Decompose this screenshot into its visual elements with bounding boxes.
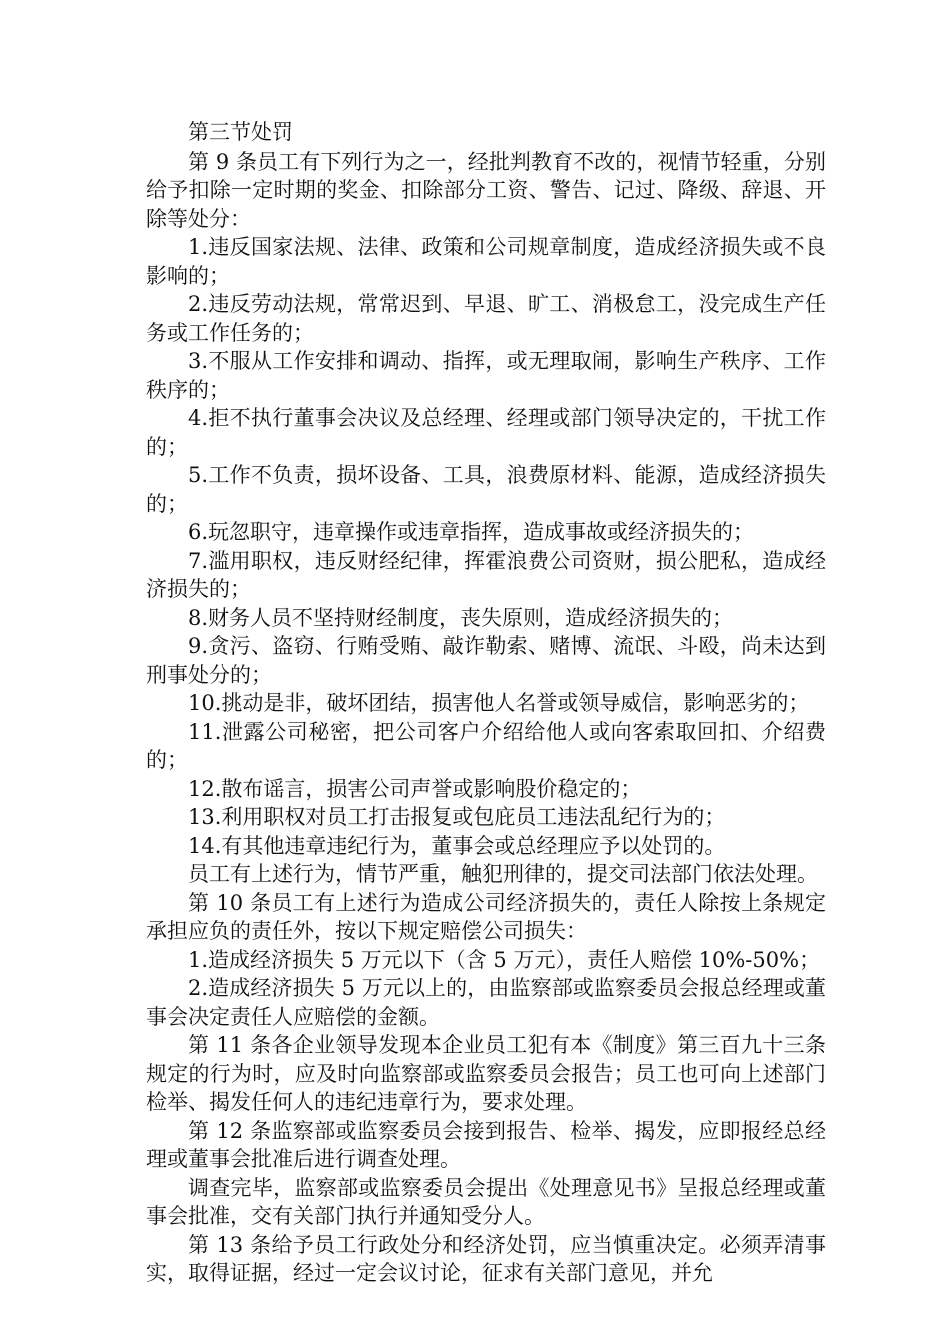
list-item: 11.泄露公司秘密，把公司客户介绍给他人或向客索取回扣、介绍费的； bbox=[146, 719, 826, 772]
paragraph: 员工有上述行为，情节严重，触犯刑律的，提交司法部门依法处理。 bbox=[188, 862, 818, 886]
list-item: 2.造成经济损失 5 万元以上的，由监察部或监察委员会报总经理或董事会决定责任人应赔偿的金额。 bbox=[146, 976, 826, 1029]
section-heading: 第三节处罚 bbox=[188, 120, 293, 144]
article-13: 第 13 条给予员工行政处分和经济处罚，应当慎重决定。必须弄清事实，取得证据，经过一定会议讨论，征求有关部门意见，并允 bbox=[146, 1232, 826, 1285]
list-item: 8.财务人员不坚持财经制度，丧失原则，造成经济损失的； bbox=[188, 605, 734, 630]
article-12: 第 12 条监察部或监察委员会接到报告、检举、揭发，应即报经总经理或董事会批准后进行调查处理。 bbox=[146, 1118, 826, 1171]
paragraph: 调查完毕，监察部或监察委员会提出《处理意见书》呈报总经理或董事会批准，交有关部门执行并通知受分人。 bbox=[146, 1175, 826, 1228]
list-item: 7.滥用职权，违反财经纪律，挥霍浪费公司资财，损公肥私，造成经济损失的； bbox=[146, 548, 826, 601]
list-item: 14.有其他违章违纪行为，董事会或总经理应予以处罚的。 bbox=[188, 833, 726, 858]
list-item: 2.违反劳动法规，常常迟到、早退、旷工、消极怠工，没完成生产任务或工作任务的； bbox=[146, 292, 826, 345]
list-item: 12.散布谣言，损害公司声誉或影响股价稳定的； bbox=[188, 776, 642, 801]
list-item: 10.挑动是非，破坏团结，损害他人名誉或领导威信，影响恶劣的； bbox=[188, 691, 810, 715]
list-item: 5.工作不负责，损坏设备、工具，浪费原材料、能源，造成经济损失的； bbox=[146, 463, 826, 516]
document-page bbox=[146, 118, 826, 1288]
list-item: 13.利用职权对员工打击报复或包庇员工违法乱纪行为的； bbox=[188, 805, 726, 829]
article-11: 第 11 条各企业领导发现本企业员工犯有本《制度》第三百九十三条规定的行为时，应及时向监察部或监察委员会报告；员工也可向上述部门检举、揭发任何人的违纪违章行为，要求处理。 bbox=[146, 1033, 826, 1114]
article-10: 第 10 条员工有上述行为造成公司经济损失的，责任人除按上条规定承担应负的责任外，按以下规定赔偿公司损失： bbox=[146, 890, 826, 943]
article-9: 第 9 条员工有下列行为之一，经批判教育不改的，视情节轻重，分别给予扣除一定时期的奖金、扣除部分工资、警告、记过、降级、辞退、开除等处分： bbox=[146, 149, 826, 231]
list-item: 6.玩忽职守，违章操作或违章指挥，造成事故或经济损失的； bbox=[188, 520, 755, 544]
list-item: 3.不服从工作安排和调动、指挥，或无理取闹，影响生产秩序、工作秩序的； bbox=[146, 349, 826, 402]
list-item: 1.造成经济损失 5 万元以下（含 5 万元），责任人赔偿 10%-50%； bbox=[188, 947, 821, 972]
list-item: 4.拒不执行董事会决议及总经理、经理或部门领导决定的，干扰工作的； bbox=[146, 406, 826, 459]
list-item: 9.贪污、盗窃、行贿受贿、敲诈勒索、赌博、流氓、斗殴，尚未达到刑事处分的； bbox=[146, 634, 826, 687]
list-item: 1.违反国家法规、法律、政策和公司规章制度，造成经济损失或不良影响的； bbox=[146, 235, 826, 288]
